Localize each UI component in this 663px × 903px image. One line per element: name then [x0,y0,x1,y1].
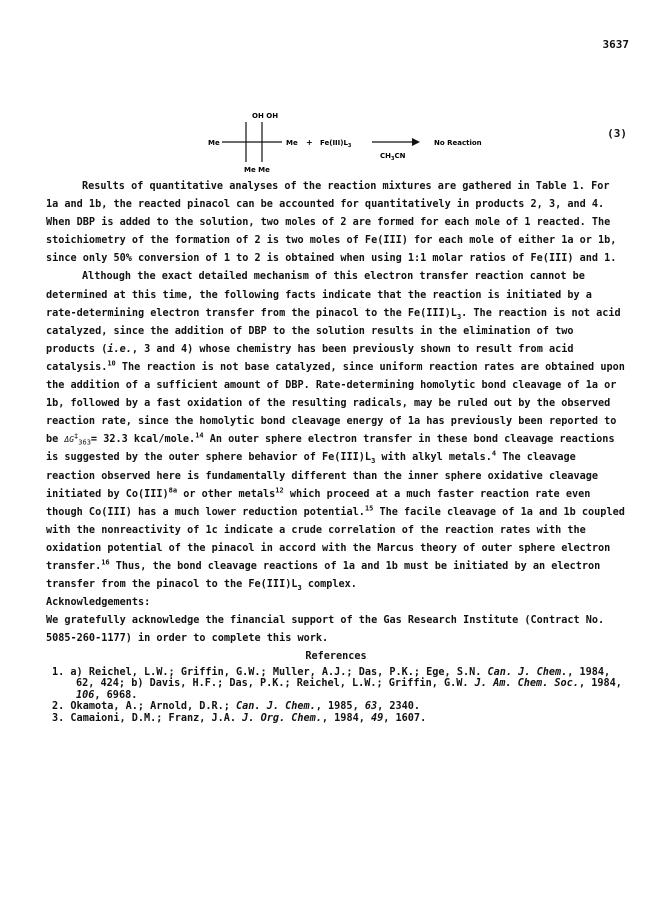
eq-solvent: $CH_3CN$ [380,152,406,162]
eq-top-groups: OH OH [252,112,279,120]
references-heading: References [305,651,367,663]
paragraph-results: Results of quantitative analyses of the reaction mixtures are gathered in Table 1. For 1a and 1b, the reacted pinacol can be accounted for quantitatively in products 2, 3, and 4. When DBP is added to the solution, two moles of 2 are formed for each mole of 1 reacted. The stoichiometry of the formation of 2 is two moles of Fe(III) for each mole of either 1a or 1b, since only 50% conversion of 1 to 2 is obtained when using 1:1 molar ratios of Fe(III) and 1. [46,181,617,265]
reaction-scheme-3 [200,108,620,174]
equation-number: (3) [607,127,627,140]
reference-item: 1. a) Reichel, L.W.; Griffin, G.W.; Muller, A.J.; Das, P.K.; Ege, S.N. Can. J. Chem., 1984, 62, 424; b) Davis, H.F.; Das, P.K.; Reichel, L.W.; Griffin, G.W. J. Am. Chem. Soc., 1984, 106, 6968. [52,666,622,701]
eq-arrow-head [412,138,420,146]
eq-product: No Reaction [434,139,482,147]
eq-plus-sign: + [306,138,313,147]
eq-reagent: $Fe(III)L_3$ [320,139,352,149]
page-number: 3637 [602,38,629,51]
reference-item: 2. Okamota, A.; Arnold, D.R.; Can. J. Chem., 1985, 63, 2340. [52,701,421,713]
body-text [46,178,626,725]
reference-item: 3. Camaioni, D.M.; Franz, J.A. J. Org. Chem., 1984, 49, 1607. [52,712,427,724]
paragraph-mechanism: Although the exact detailed mechanism of this electron transfer reaction cannot be determined at this time, the following facts indicate that the reaction is initiated by a rate-determining electron transfer from the pinacol to the $Fe(III)L_3$. The reaction is not acid catalyzed, since the addition of DBP to the solution results in the elimination of two products (i.e., 3 and 4) whose chemistry has been previously shown to result from acid catalysis.$^{10}$ The reaction is not base catalyzed, since uniform reaction rates are obtained upon the addition of a sufficient amount of DBP. Rate-determining homolytic bond cleavage of 1a or 1b, followed by a fast oxidation of the resulting radicals, may be ruled out by the observed reaction rate, since the homolytic bond cleavage energy of 1a has previously been reported to be $\Delta G^\ddagger_{363}= 32.3$ kcal/mole.$^{14}$ An outer sphere electron transfer in these bond cleavage reactions is suggested by the outer sphere behavior of $Fe(III)L_3$ with alkyl metals.$^4$ The cleavage reaction observed here is fundamentally different than the inner sphere oxidative cleavage initiated by Co(III)$^{8a}$ or other metals$^{12}$ which proceed at a much faster reaction rate even though Co(III) has a much lower reduction potential.$^{15}$ The facile cleavage of 1a and 1b coupled with the nonreactivity of 1c indicate a crude correlation of the reaction rates with the oxidation potential of the pinacol in accord with the Marcus theory of outer sphere electron transfer.$^{16}$ Thus, the bond cleavage reactions of 1a and 1b must be initiated by an electron transfer from the pinacol to the $Fe(III)L_3$ complex. [46,271,625,593]
eq-bottom-groups: Me Me [244,166,270,174]
eq-right-group: Me [286,139,298,147]
acknowledgements-heading: Acknowledgements: [46,597,151,609]
references-list [46,667,626,725]
acknowledgements-text: We gratefully acknowledge the financial support of the Gas Research Institute (Contract No. 5085-260-1177) in order to complete this work. [46,615,605,645]
eq-left-group: Me [208,139,220,147]
